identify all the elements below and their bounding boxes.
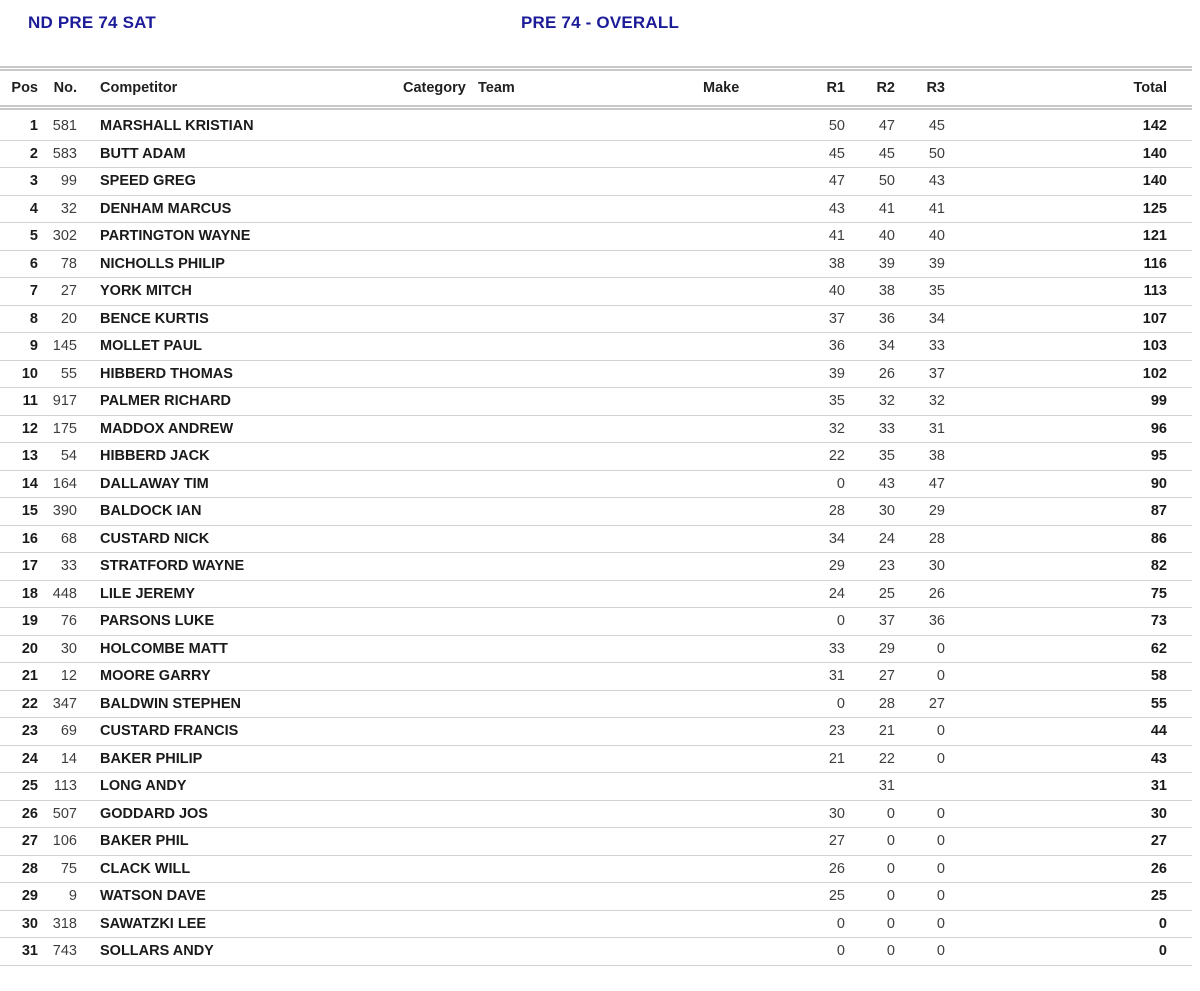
- total-cell: 27: [1150, 833, 1167, 850]
- pos-cell: 28: [21, 860, 38, 877]
- r1-cell: 30: [828, 805, 845, 822]
- pos-cell: 24: [21, 750, 38, 767]
- r1-cell: 31: [828, 668, 845, 685]
- total-cell: 87: [1150, 503, 1167, 520]
- number-cell: 743: [52, 943, 77, 960]
- table-row: [0, 278, 1192, 306]
- r2-cell: 0: [886, 860, 895, 877]
- total-cell: 44: [1150, 723, 1167, 740]
- r2-cell: 30: [878, 503, 895, 520]
- competitor-cell: HIBBERD THOMAS: [100, 365, 233, 382]
- table-body: [0, 110, 1192, 966]
- number-cell: 20: [60, 310, 77, 327]
- r2-cell: 0: [886, 888, 895, 905]
- competitor-cell: BAKER PHIL: [100, 833, 189, 850]
- column-header-category: Category: [403, 80, 466, 96]
- r1-cell: 27: [828, 833, 845, 850]
- total-cell: 99: [1150, 393, 1167, 410]
- r1-cell: 35: [828, 393, 845, 410]
- table-row: [0, 416, 1192, 444]
- r3-cell: 26: [928, 585, 945, 602]
- number-cell: 69: [60, 723, 77, 740]
- table-row: [0, 333, 1192, 361]
- competitor-cell: BAKER PHILIP: [100, 750, 203, 767]
- table-row: [0, 526, 1192, 554]
- number-cell: 318: [52, 915, 77, 932]
- competitor-cell: MARSHALL KRISTIAN: [100, 118, 254, 135]
- table-row: [0, 196, 1192, 224]
- table-row: [0, 168, 1192, 196]
- r3-cell: 0: [936, 888, 945, 905]
- table-row: [0, 443, 1192, 471]
- table-row: [0, 581, 1192, 609]
- pos-cell: 20: [21, 640, 38, 657]
- number-cell: 75: [60, 860, 77, 877]
- pos-cell: 8: [29, 310, 38, 327]
- r1-cell: 0: [836, 695, 845, 712]
- r3-cell: 36: [928, 613, 945, 630]
- r3-cell: 45: [928, 118, 945, 135]
- competitor-cell: BUTT ADAM: [100, 145, 186, 162]
- competitor-cell: CLACK WILL: [100, 860, 191, 877]
- r1-cell: 21: [828, 750, 845, 767]
- r2-cell: 40: [878, 228, 895, 245]
- competitor-cell: HOLCOMBE MATT: [100, 640, 228, 657]
- r3-cell: 27: [928, 695, 945, 712]
- total-cell: 86: [1150, 530, 1167, 547]
- r2-cell: 43: [878, 475, 895, 492]
- r2-cell: 22: [878, 750, 895, 767]
- table-row: [0, 911, 1192, 939]
- r2-cell: 33: [878, 420, 895, 437]
- table-row: [0, 801, 1192, 829]
- pos-cell: 5: [29, 228, 38, 245]
- r3-cell: 47: [928, 475, 945, 492]
- number-cell: 302: [52, 228, 77, 245]
- number-cell: 581: [52, 118, 77, 135]
- r1-cell: 0: [836, 915, 845, 932]
- competitor-cell: YORK MITCH: [100, 283, 192, 300]
- r3-cell: 0: [936, 668, 945, 685]
- r2-cell: 0: [886, 805, 895, 822]
- total-cell: 31: [1150, 778, 1167, 795]
- r2-cell: 25: [878, 585, 895, 602]
- table-row: [0, 828, 1192, 856]
- competitor-cell: NICHOLLS PHILIP: [100, 255, 225, 272]
- pos-cell: 10: [21, 365, 38, 382]
- total-cell: 113: [1143, 283, 1167, 300]
- pos-cell: 16: [21, 530, 38, 547]
- pos-cell: 21: [21, 668, 38, 685]
- number-cell: 448: [52, 585, 77, 602]
- pos-cell: 31: [21, 943, 38, 960]
- r2-cell: 0: [886, 915, 895, 932]
- r3-cell: 0: [936, 805, 945, 822]
- column-header-competitor: Competitor: [100, 80, 178, 96]
- number-cell: 175: [52, 420, 77, 437]
- column-header-pos: Pos: [11, 80, 38, 96]
- competitor-cell: SOLLARS ANDY: [100, 943, 214, 960]
- r3-cell: 30: [928, 558, 945, 575]
- r1-cell: 0: [836, 613, 845, 630]
- pos-cell: 15: [21, 503, 38, 520]
- total-cell: 140: [1142, 173, 1167, 190]
- r2-cell: 27: [878, 668, 895, 685]
- pos-cell: 29: [21, 888, 38, 905]
- r1-cell: 47: [828, 173, 845, 190]
- event-title: ND PRE 74 SAT: [28, 13, 156, 32]
- pos-cell: 26: [21, 805, 38, 822]
- r1-cell: 43: [828, 200, 845, 217]
- column-header-make: Make: [703, 80, 740, 96]
- r2-cell: 47: [878, 118, 895, 135]
- competitor-cell: GODDARD JOS: [100, 805, 208, 822]
- pos-cell: 11: [22, 393, 38, 410]
- number-cell: 12: [60, 668, 77, 685]
- r3-cell: 0: [936, 640, 945, 657]
- competitor-cell: SAWATZKI LEE: [100, 915, 207, 932]
- table-row: [0, 663, 1192, 691]
- pos-cell: 2: [29, 145, 38, 162]
- r2-cell: 28: [878, 695, 895, 712]
- r3-cell: 0: [936, 750, 945, 767]
- column-header-team: Team: [478, 80, 515, 96]
- total-cell: 121: [1142, 228, 1167, 245]
- r3-cell: 32: [928, 393, 945, 410]
- table-row: [0, 773, 1192, 801]
- total-cell: 75: [1150, 585, 1167, 602]
- number-cell: 32: [60, 200, 77, 217]
- number-cell: 30: [60, 640, 77, 657]
- number-cell: 78: [60, 255, 77, 272]
- number-cell: 113: [53, 778, 77, 795]
- r2-cell: 26: [878, 365, 895, 382]
- r2-cell: 37: [878, 613, 895, 630]
- r3-cell: 0: [936, 860, 945, 877]
- competitor-cell: LILE JEREMY: [100, 585, 196, 602]
- competitor-cell: MADDOX ANDREW: [100, 420, 234, 437]
- number-cell: 145: [52, 338, 77, 355]
- r1-cell: 25: [828, 888, 845, 905]
- number-cell: 583: [52, 145, 77, 162]
- r1-cell: 33: [828, 640, 845, 657]
- r2-cell: 29: [878, 640, 895, 657]
- number-cell: 33: [60, 558, 77, 575]
- total-cell: 25: [1150, 888, 1167, 905]
- number-cell: 164: [52, 475, 77, 492]
- table-row: [0, 938, 1192, 966]
- number-cell: 507: [52, 805, 77, 822]
- total-cell: 73: [1150, 613, 1167, 630]
- r1-cell: 41: [828, 228, 845, 245]
- total-cell: 125: [1142, 200, 1167, 217]
- table-header-row: [0, 66, 1192, 110]
- total-cell: 96: [1150, 420, 1167, 437]
- total-cell: 26: [1150, 860, 1167, 877]
- pos-cell: 19: [21, 613, 38, 630]
- number-cell: 347: [52, 695, 77, 712]
- r1-cell: 0: [836, 475, 845, 492]
- table-row: [0, 361, 1192, 389]
- class-title: PRE 74 - OVERALL: [520, 13, 680, 32]
- column-header-r3: R3: [926, 80, 945, 96]
- competitor-cell: BENCE KURTIS: [100, 310, 209, 327]
- competitor-cell: PALMER RICHARD: [100, 393, 232, 410]
- column-header-r2: R2: [876, 80, 895, 96]
- table-row: [0, 113, 1192, 141]
- number-cell: 68: [60, 530, 77, 547]
- competitor-cell: BALDWIN STEPHEN: [100, 695, 241, 712]
- r2-cell: 45: [878, 145, 895, 162]
- number-cell: 27: [60, 283, 77, 300]
- competitor-cell: CUSTARD FRANCIS: [100, 723, 239, 740]
- pos-cell: 14: [21, 475, 38, 492]
- table-row: [0, 856, 1192, 884]
- r2-cell: 23: [878, 558, 895, 575]
- competitor-cell: SPEED GREG: [100, 173, 196, 190]
- competitor-cell: CUSTARD NICK: [100, 530, 210, 547]
- r1-cell: 22: [828, 448, 845, 465]
- r3-cell: 34: [928, 310, 945, 327]
- number-cell: 9: [68, 888, 77, 905]
- r1-cell: 29: [828, 558, 845, 575]
- r1-cell: 50: [828, 118, 845, 135]
- table-row: [0, 223, 1192, 251]
- r1-cell: 45: [828, 145, 845, 162]
- column-header-total: Total: [1133, 80, 1167, 96]
- total-cell: 62: [1150, 640, 1167, 657]
- table-row: [0, 608, 1192, 636]
- r2-cell: 38: [878, 283, 895, 300]
- table-row: [0, 388, 1192, 416]
- r2-cell: 36: [878, 310, 895, 327]
- r2-cell: 21: [878, 723, 895, 740]
- total-cell: 140: [1142, 145, 1167, 162]
- r2-cell: 0: [886, 833, 895, 850]
- r3-cell: 29: [928, 503, 945, 520]
- r3-cell: 0: [936, 943, 945, 960]
- pos-cell: 7: [29, 283, 38, 300]
- total-cell: 30: [1150, 805, 1167, 822]
- pos-cell: 23: [21, 723, 38, 740]
- table-row: [0, 141, 1192, 169]
- r1-cell: 38: [828, 255, 845, 272]
- r1-cell: 32: [828, 420, 845, 437]
- total-cell: 142: [1142, 118, 1167, 135]
- r2-cell: 0: [886, 943, 895, 960]
- total-cell: 107: [1142, 310, 1167, 327]
- r3-cell: 50: [928, 145, 945, 162]
- pos-cell: 4: [29, 200, 38, 217]
- table-row: [0, 471, 1192, 499]
- table-row: [0, 498, 1192, 526]
- total-cell: 58: [1150, 668, 1167, 685]
- pos-cell: 22: [21, 695, 38, 712]
- pos-cell: 17: [21, 558, 38, 575]
- results-table: [0, 66, 1192, 966]
- total-cell: 43: [1150, 750, 1167, 767]
- total-cell: 116: [1143, 255, 1167, 272]
- r2-cell: 41: [878, 200, 895, 217]
- total-cell: 82: [1150, 558, 1167, 575]
- competitor-cell: HIBBERD JACK: [100, 448, 210, 465]
- pos-cell: 12: [21, 420, 38, 437]
- r3-cell: 41: [928, 200, 945, 217]
- competitor-cell: PARTINGTON WAYNE: [100, 228, 251, 245]
- r1-cell: 40: [828, 283, 845, 300]
- pos-cell: 6: [29, 255, 38, 272]
- r2-cell: 50: [878, 173, 895, 190]
- table-row: [0, 306, 1192, 334]
- r1-cell: 24: [828, 585, 845, 602]
- total-cell: 95: [1150, 448, 1167, 465]
- r3-cell: 35: [928, 283, 945, 300]
- r1-cell: 34: [828, 530, 845, 547]
- r2-cell: 35: [878, 448, 895, 465]
- total-cell: 0: [1158, 915, 1167, 932]
- number-cell: 99: [60, 173, 77, 190]
- table-row: [0, 718, 1192, 746]
- r3-cell: 31: [928, 420, 945, 437]
- number-cell: 55: [60, 365, 77, 382]
- pos-cell: 25: [21, 778, 38, 795]
- total-cell: 55: [1150, 695, 1167, 712]
- r2-cell: 31: [878, 778, 895, 795]
- r3-cell: 33: [928, 338, 945, 355]
- r3-cell: 0: [936, 833, 945, 850]
- pos-cell: 30: [21, 915, 38, 932]
- competitor-cell: LONG ANDY: [100, 778, 187, 795]
- r3-cell: 43: [928, 173, 945, 190]
- number-cell: 76: [60, 613, 77, 630]
- r3-cell: 0: [936, 915, 945, 932]
- r3-cell: 40: [928, 228, 945, 245]
- r2-cell: 39: [878, 255, 895, 272]
- number-cell: 917: [52, 393, 77, 410]
- total-cell: 102: [1142, 365, 1167, 382]
- competitor-cell: MOLLET PAUL: [100, 338, 203, 355]
- competitor-cell: MOORE GARRY: [100, 668, 211, 685]
- r1-cell: 26: [828, 860, 845, 877]
- pos-cell: 9: [29, 338, 38, 355]
- competitor-cell: STRATFORD WAYNE: [100, 558, 245, 575]
- r3-cell: 0: [936, 723, 945, 740]
- number-cell: 106: [52, 833, 77, 850]
- competitor-cell: DENHAM MARCUS: [100, 200, 232, 217]
- number-cell: 54: [60, 448, 77, 465]
- pos-cell: 1: [29, 118, 38, 135]
- number-cell: 390: [52, 503, 77, 520]
- r2-cell: 32: [878, 393, 895, 410]
- r1-cell: 39: [828, 365, 845, 382]
- competitor-cell: WATSON DAVE: [100, 888, 206, 905]
- r2-cell: 34: [878, 338, 895, 355]
- table-row: [0, 883, 1192, 911]
- pos-cell: 3: [29, 173, 38, 190]
- table-row: [0, 746, 1192, 774]
- r1-cell: 36: [828, 338, 845, 355]
- table-row: [0, 691, 1192, 719]
- pos-cell: 18: [21, 585, 38, 602]
- table-row: [0, 553, 1192, 581]
- r3-cell: 38: [928, 448, 945, 465]
- column-header-r1: R1: [826, 80, 845, 96]
- r1-cell: 23: [828, 723, 845, 740]
- total-cell: 103: [1142, 338, 1167, 355]
- r3-cell: 28: [928, 530, 945, 547]
- table-row: [0, 251, 1192, 279]
- competitor-cell: DALLAWAY TIM: [100, 475, 209, 492]
- total-cell: 90: [1150, 475, 1167, 492]
- title-bar: [0, 0, 1192, 66]
- r1-cell: 0: [836, 943, 845, 960]
- pos-cell: 27: [21, 833, 38, 850]
- r1-cell: 28: [828, 503, 845, 520]
- r2-cell: 24: [878, 530, 895, 547]
- pos-cell: 13: [21, 448, 38, 465]
- competitor-cell: BALDOCK IAN: [100, 503, 202, 520]
- table-row: [0, 636, 1192, 664]
- total-cell: 0: [1158, 943, 1167, 960]
- r3-cell: 37: [928, 365, 945, 382]
- r1-cell: 37: [828, 310, 845, 327]
- number-cell: 14: [60, 750, 77, 767]
- column-header-no: No.: [53, 80, 77, 96]
- r3-cell: 39: [928, 255, 945, 272]
- competitor-cell: PARSONS LUKE: [100, 613, 215, 630]
